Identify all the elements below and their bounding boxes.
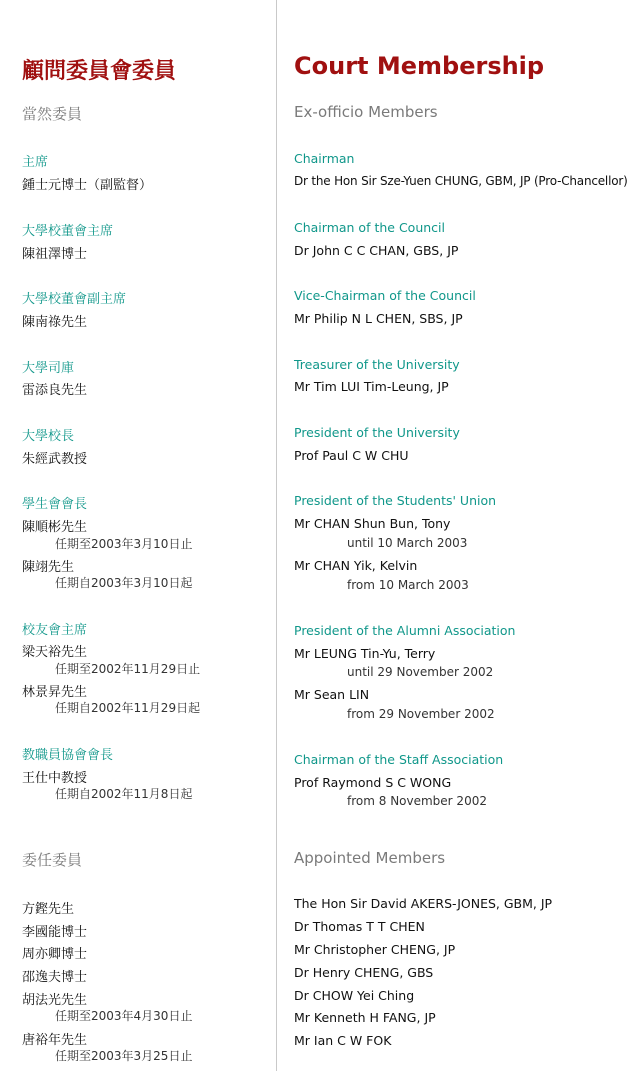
council-vice-label-en: Vice-Chairman of the Council bbox=[294, 288, 476, 303]
president-label-en: President of the University bbox=[294, 425, 460, 440]
alumni-label-zh: 校友會主席 bbox=[22, 623, 88, 638]
alumni-note1-en: until 29 November 2002 bbox=[347, 665, 494, 679]
appointed-member-zh: 胡法光先生 bbox=[22, 993, 88, 1008]
council-vice-name-zh: 陳南祿先生 bbox=[22, 315, 88, 330]
appointed-member-en: Mr Christopher CHENG, JP bbox=[294, 942, 456, 957]
column-divider bbox=[276, 0, 277, 1071]
alumni-name1-en: Mr LEUNG Tin-Yu, Terry bbox=[294, 646, 436, 661]
appointed-note6-zh: 任期至2003年3月25日止 bbox=[55, 1049, 193, 1063]
council-vice-name-en: Mr Philip N L CHEN, SBS, JP bbox=[294, 311, 463, 326]
treasurer-label-zh: 大學司庫 bbox=[22, 361, 75, 376]
appointed-member-en: Mr Ian C W FOK bbox=[294, 1033, 392, 1048]
staff-label-zh: 教職員協會會長 bbox=[22, 748, 114, 763]
alumni-note1-zh: 任期至2002年11月29日止 bbox=[55, 662, 201, 676]
appointed-member-zh: 李國能博士 bbox=[22, 925, 88, 940]
appointed-member-zh: 唐裕年先生 bbox=[22, 1033, 88, 1048]
appointed-member-en: Dr CHOW Yei Ching bbox=[294, 988, 415, 1003]
staff-note-zh: 任期自2002年11月8日起 bbox=[55, 787, 193, 801]
council-vice-label-zh: 大學校董會副主席 bbox=[22, 292, 127, 307]
chairman-name-en: Dr the Hon Sir Sze-Yuen CHUNG, GBM, JP (Pro-Chancellor) bbox=[294, 174, 628, 188]
su-name1-en: Mr CHAN Shun Bun, Tony bbox=[294, 516, 451, 531]
alumni-name1-zh: 梁天裕先生 bbox=[22, 645, 88, 660]
alumni-name2-en: Mr Sean LIN bbox=[294, 687, 370, 702]
ex-officio-heading-zh: 當然委員 bbox=[22, 105, 83, 123]
appointed-member-zh: 方鏗先生 bbox=[22, 902, 75, 917]
alumni-name2-zh: 林景昇先生 bbox=[22, 685, 88, 700]
treasurer-name-zh: 雷添良先生 bbox=[22, 383, 88, 398]
treasurer-label-en: Treasurer of the University bbox=[294, 357, 460, 372]
alumni-note2-en: from 29 November 2002 bbox=[347, 707, 495, 721]
su-note1-zh: 任期至2003年3月10日止 bbox=[55, 537, 193, 551]
appointed-member-en: Mr Kenneth H FANG, JP bbox=[294, 1010, 436, 1025]
staff-name-zh: 王仕中教授 bbox=[22, 771, 88, 786]
president-name-zh: 朱經武教授 bbox=[22, 452, 88, 467]
ex-officio-heading-en: Ex-officio Members bbox=[294, 103, 438, 121]
council-chair-name-en: Dr John C C CHAN, GBS, JP bbox=[294, 243, 459, 258]
appointed-member-en: Dr Henry CHENG, GBS bbox=[294, 965, 434, 980]
su-label-en: President of the Students' Union bbox=[294, 493, 497, 508]
alumni-note2-zh: 任期自2002年11月29日起 bbox=[55, 701, 201, 715]
appointed-member-zh: 周亦卿博士 bbox=[22, 947, 88, 962]
page-title-en: Court Membership bbox=[294, 52, 545, 80]
su-name2-en: Mr CHAN Yik, Kelvin bbox=[294, 558, 418, 573]
staff-name-en: Prof Raymond S C WONG bbox=[294, 775, 452, 790]
president-label-zh: 大學校長 bbox=[22, 429, 75, 444]
staff-label-en: Chairman of the Staff Association bbox=[294, 752, 504, 767]
appointed-member-en: The Hon Sir David AKERS-JONES, GBM, JP bbox=[294, 896, 553, 911]
alumni-label-en: President of the Alumni Association bbox=[294, 623, 516, 638]
page-title-zh: 顧問委員會委員 bbox=[22, 59, 177, 84]
council-chair-label-zh: 大學校董會主席 bbox=[22, 224, 114, 239]
council-chair-label-en: Chairman of the Council bbox=[294, 220, 445, 235]
chairman-label-en: Chairman bbox=[294, 151, 355, 166]
appointed-heading-en: Appointed Members bbox=[294, 849, 446, 867]
su-name1-zh: 陳順彬先生 bbox=[22, 520, 88, 535]
president-name-en: Prof Paul C W CHU bbox=[294, 448, 409, 463]
council-chair-name-zh: 陳祖澤博士 bbox=[22, 247, 88, 262]
appointed-note5-zh: 任期至2003年4月30日止 bbox=[55, 1009, 193, 1023]
appointed-heading-zh: 委任委員 bbox=[22, 851, 83, 869]
su-note2-zh: 任期自2003年3月10日起 bbox=[55, 576, 193, 590]
treasurer-name-en: Mr Tim LUI Tim-Leung, JP bbox=[294, 379, 449, 394]
chairman-label-zh: 主席 bbox=[22, 155, 49, 170]
su-note1-en: until 10 March 2003 bbox=[347, 536, 468, 550]
appointed-member-en: Dr Thomas T T CHEN bbox=[294, 919, 425, 934]
appointed-member-zh: 邵逸夫博士 bbox=[22, 970, 88, 985]
su-name2-zh: 陳翊先生 bbox=[22, 560, 75, 575]
su-note2-en: from 10 March 2003 bbox=[347, 578, 469, 592]
staff-note-en: from 8 November 2002 bbox=[347, 794, 487, 808]
chairman-name-zh: 鍾士元博士（副監督） bbox=[22, 178, 153, 193]
su-label-zh: 學生會會長 bbox=[22, 497, 88, 512]
